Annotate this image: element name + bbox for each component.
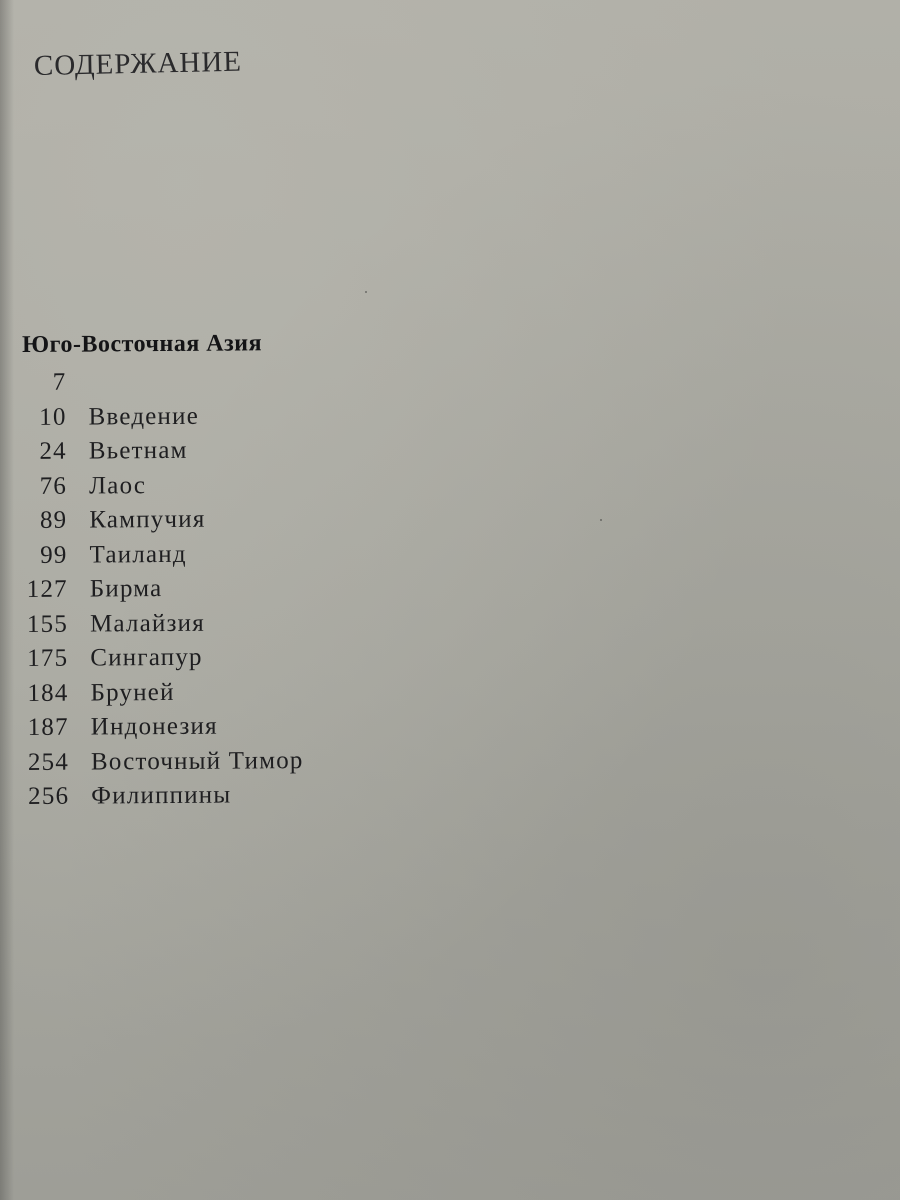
toc-entry <box>24 572 544 610</box>
entry-title: Вьетнам <box>88 436 188 465</box>
toc-entry <box>22 400 542 438</box>
entry-page-number: 76 <box>39 472 68 500</box>
entry-title: Малайзия <box>89 609 205 638</box>
paper-speck <box>600 519 602 521</box>
page-title: СОДЕРЖАНИЕ <box>33 45 243 82</box>
entry-title: Филиппины <box>91 781 232 810</box>
entry-title: Сингапур <box>90 643 203 672</box>
entry-page-number: 10 <box>39 403 67 431</box>
toc-entry <box>24 676 544 714</box>
entry-page-number: 127 <box>26 575 68 603</box>
entry-title: Индонезия <box>90 712 218 741</box>
toc-entry <box>25 779 545 817</box>
toc-entry <box>23 469 543 507</box>
entry-page-number: 256 <box>28 782 70 810</box>
toc-section <box>22 328 545 817</box>
toc-list <box>22 365 545 817</box>
toc-entry <box>23 538 543 576</box>
entry-title: Лаос <box>88 471 147 500</box>
page-edge-shadow <box>0 0 14 1200</box>
toc-entry <box>23 503 543 541</box>
entry-page-number: 155 <box>26 610 69 638</box>
toc-entry <box>25 745 545 783</box>
toc-entry <box>22 365 542 403</box>
entry-title: Таиланд <box>89 540 187 569</box>
entry-page-number: 7 <box>52 368 67 396</box>
paper-speck <box>365 291 367 293</box>
entry-page-number: 187 <box>27 713 69 741</box>
entry-title: Введение <box>88 402 200 431</box>
entry-page-number: 24 <box>39 437 67 465</box>
entry-page-number: 254 <box>27 748 70 776</box>
entry-title: Кампучия <box>89 505 206 534</box>
entry-page-number: 184 <box>27 679 69 707</box>
entry-title: Бруней <box>90 678 175 707</box>
toc-entry <box>24 641 544 679</box>
entry-title: Бирма <box>89 575 163 603</box>
entry-title: Восточный Тимор <box>90 746 304 776</box>
toc-entry <box>25 710 545 748</box>
toc-entry <box>23 434 543 472</box>
toc-entry <box>24 607 544 645</box>
section-title: Юго-Восточная Азия <box>22 330 263 358</box>
entry-page-number: 175 <box>27 644 69 672</box>
entry-page-number: 99 <box>40 541 68 569</box>
entry-page-number: 89 <box>39 506 68 534</box>
